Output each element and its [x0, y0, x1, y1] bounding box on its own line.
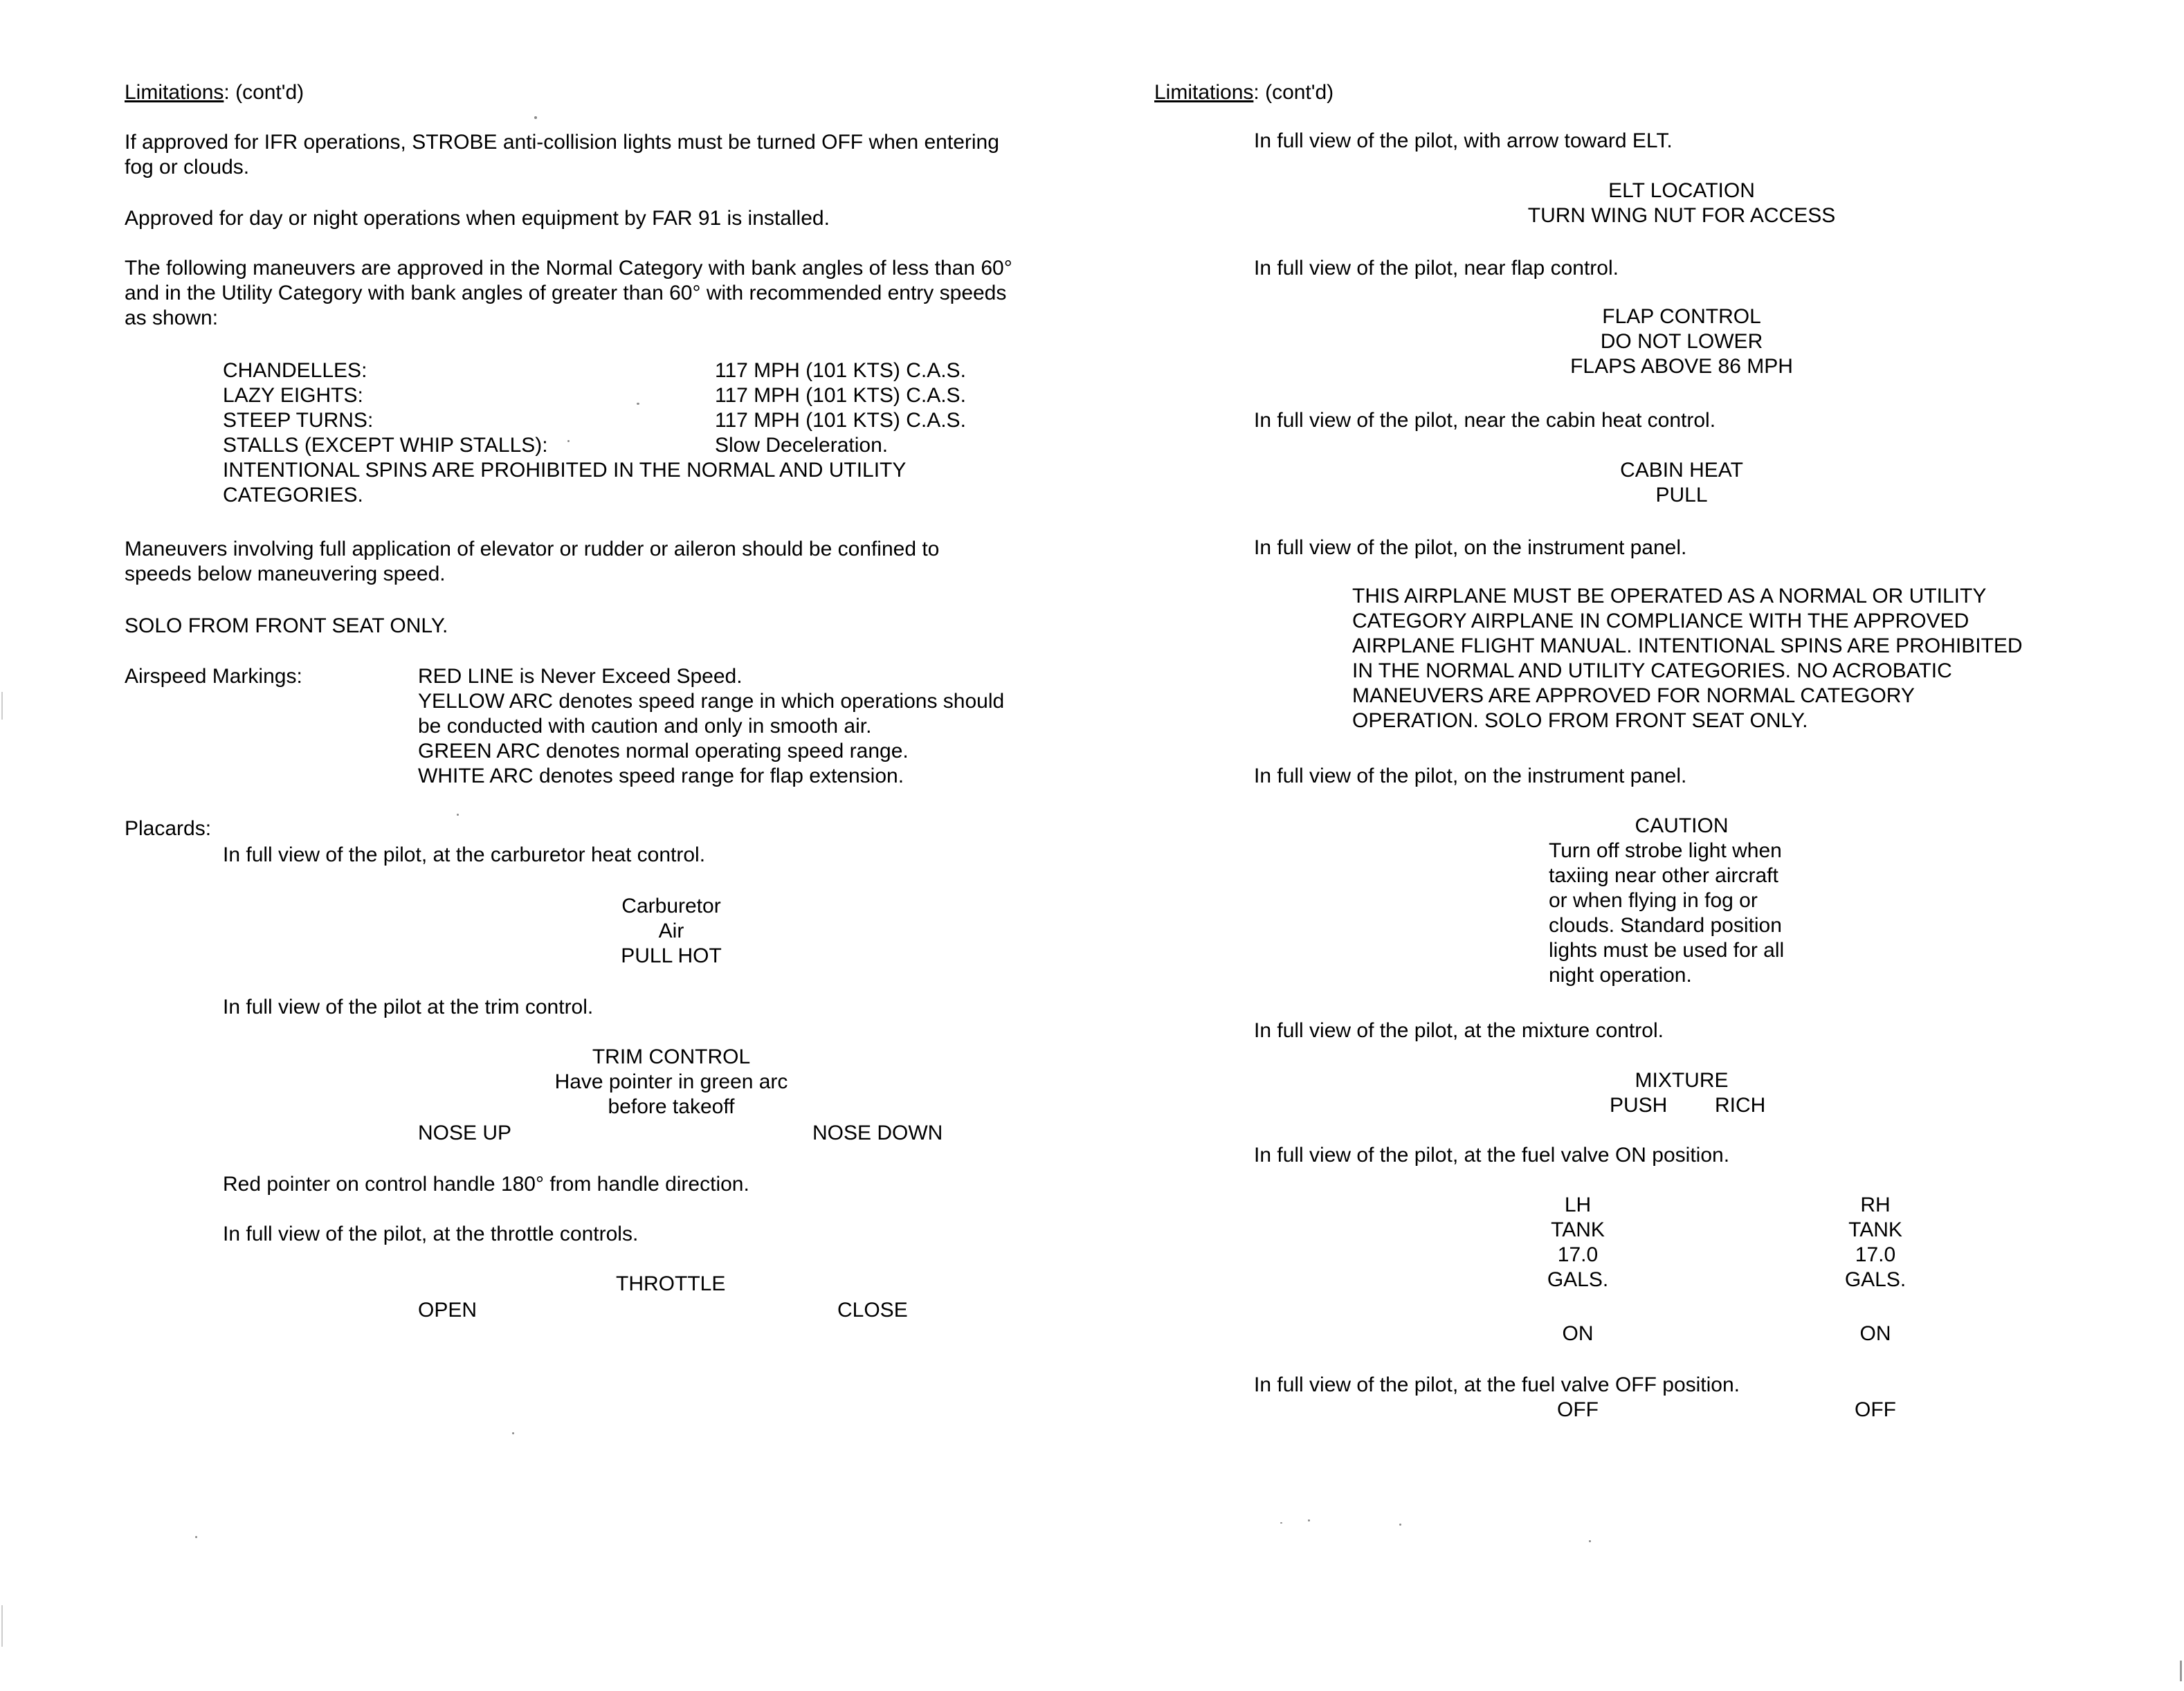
full-app-line: speeds below maneuvering speed. [125, 563, 446, 585]
cabin-heat-placard [1543, 458, 1820, 508]
airspeed-label: Airspeed Markings: [125, 665, 302, 688]
caution-title: CAUTION [1635, 814, 1729, 837]
carburetor-placard-line: Air [658, 920, 684, 942]
scan-speck [534, 116, 537, 119]
trim-location: In full view of the pilot at the trim control. [223, 996, 594, 1018]
elt-placard-line: TURN WING NUT FOR ACCESS [1527, 204, 1836, 227]
full-application-paragraph [125, 537, 939, 587]
scan-speck [1399, 1524, 1401, 1526]
trim-placard-line: Have pointer in green arc [554, 1070, 788, 1093]
throttle-close: CLOSE [837, 1299, 908, 1322]
placards-label: Placards: [125, 817, 212, 840]
lh-tank-line: GALS. [1547, 1268, 1609, 1291]
panel-location-1: In full view of the pilot, on the instrument panel. [1254, 536, 1687, 559]
panel-placard-line: AIRPLANE FLIGHT MANUAL. INTENTIONAL SPINS ARE PROHIBITED [1352, 634, 2023, 657]
maneuver-row [223, 408, 1019, 433]
trim-nose-down: NOSE DOWN [812, 1122, 943, 1144]
airspeed-line: be conducted with caution and only in smooth air. [418, 715, 872, 738]
cabin-heat-placard-line: CABIN HEAT [1620, 459, 1743, 482]
mixture-rich: RICH [1715, 1094, 1766, 1117]
lh-on: ON [1562, 1322, 1594, 1345]
right-header [1154, 80, 1334, 105]
cabin-heat-location: In full view of the pilot, near the cabin heat control. [1254, 409, 1716, 432]
airspeed-line: YELLOW ARC denotes speed range in which operations should [418, 690, 1005, 713]
lh-tank-placard [1509, 1193, 1647, 1292]
scan-speck [567, 440, 570, 442]
maneuver-speed: Slow Deceleration. [715, 434, 889, 457]
rh-tank-line: RH [1860, 1194, 1891, 1216]
maneuvers-intro [125, 256, 1012, 331]
trim-placard [498, 1045, 844, 1119]
intro-line: as shown: [125, 307, 219, 329]
mixture-push: PUSH [1610, 1094, 1668, 1117]
trim-placard-line: before takeoff [608, 1095, 735, 1118]
maneuver-row [223, 433, 1019, 458]
left-header-suffix: : (cont'd) [224, 81, 304, 104]
elt-placard [1405, 179, 1958, 228]
trim-placard-line: TRIM CONTROL [592, 1045, 751, 1068]
scan-speck [457, 814, 459, 816]
operating-limitations-placard [1352, 584, 2023, 733]
carburetor-placard [574, 894, 768, 969]
ifr-line: fog or clouds. [125, 156, 250, 179]
caution-placard [1549, 839, 1784, 988]
lh-tank-line: TANK [1551, 1218, 1605, 1241]
scan-edge-mark [1, 1605, 3, 1647]
scan-speck [1280, 1522, 1282, 1524]
lh-off: OFF [1557, 1398, 1599, 1421]
solo-front-seat: SOLO FROM FRONT SEAT ONLY. [125, 614, 448, 637]
right-header-title: Limitations [1154, 81, 1254, 104]
full-app-line: Maneuvers involving full application of elevator or rudder or aileron should be confined to [125, 538, 940, 560]
trim-nose-up: NOSE UP [418, 1122, 512, 1144]
left-header [125, 80, 304, 105]
flap-placard-line: DO NOT LOWER [1600, 330, 1763, 353]
left-header-title: Limitations [125, 81, 224, 104]
rh-tank-line: GALS. [1844, 1268, 1907, 1291]
maneuvers-table [223, 358, 1019, 508]
airspeed-line: WHITE ARC denotes speed range for flap extension. [418, 765, 904, 787]
mixture-location: In full view of the pilot, at the mixture control. [1254, 1019, 1664, 1042]
ifr-paragraph [125, 130, 999, 180]
rh-tank-line: 17.0 [1855, 1243, 1896, 1266]
ifr-line: If approved for IFR operations, STROBE anti-collision lights must be turned OFF when entering [125, 131, 999, 154]
caution-line: night operation. [1549, 964, 1692, 987]
right-header-suffix: : (cont'd) [1253, 81, 1334, 104]
spins-note-line: INTENTIONAL SPINS ARE PROHIBITED IN THE NORMAL AND UTILITY [223, 459, 907, 482]
maneuver-speed: 117 MPH (101 KTS) C.A.S. [715, 384, 966, 407]
intro-line: and in the Utility Category with bank angles of greater than 60° with recommended entry speeds [125, 282, 1007, 304]
caution-line: Turn off strobe light when [1549, 839, 1782, 862]
spins-note-line: CATEGORIES. [223, 484, 363, 506]
panel-placard-line: MANEUVERS ARE APPROVED FOR NORMAL CATEGORY [1352, 684, 1915, 707]
red-pointer-note: Red pointer on control handle 180° from handle direction. [223, 1173, 749, 1196]
airspeed-line: RED LINE is Never Exceed Speed. [418, 665, 743, 688]
throttle-location: In full view of the pilot, at the throttle controls. [223, 1223, 639, 1245]
flap-placard-line: FLAPS ABOVE 86 MPH [1570, 355, 1793, 378]
rh-tank-line: TANK [1848, 1218, 1902, 1241]
caution-line: or when flying in fog or [1549, 889, 1758, 912]
rh-tank-placard [1806, 1193, 1945, 1292]
maneuver-name: STALLS (EXCEPT WHIP STALLS): [223, 434, 548, 457]
panel-location-2: In full view of the pilot, on the instrument panel. [1254, 765, 1687, 787]
elt-location: In full view of the pilot, with arrow toward ELT. [1254, 129, 1673, 152]
airspeed-line: GREEN ARC denotes normal operating speed range. [418, 740, 909, 762]
lh-tank-line: LH [1564, 1194, 1592, 1216]
flap-placard [1474, 304, 1889, 379]
carburetor-placard-line: PULL HOT [621, 944, 722, 967]
caution-line: lights must be used for all [1549, 939, 1785, 962]
carburetor-location: In full view of the pilot, at the carburetor heat control. [223, 843, 706, 866]
maneuver-speed: 117 MPH (101 KTS) C.A.S. [715, 409, 966, 432]
flap-location: In full view of the pilot, near flap control. [1254, 257, 1619, 280]
scan-speck [1589, 1540, 1591, 1542]
intro-line: The following maneuvers are approved in the Normal Category with bank angles of less than 60° [125, 257, 1012, 280]
flap-placard-line: FLAP CONTROL [1602, 305, 1761, 328]
airspeed-markings [418, 664, 1004, 789]
cabin-heat-placard-line: PULL [1655, 484, 1708, 506]
throttle-title: THROTTLE [616, 1272, 726, 1295]
maneuver-name: LAZY EIGHTS: [223, 384, 363, 407]
caution-line: clouds. Standard position [1549, 914, 1782, 937]
rh-on: ON [1859, 1322, 1891, 1345]
scan-edge-mark [2180, 1661, 2182, 1681]
panel-placard-line: THIS AIRPLANE MUST BE OPERATED AS A NORMAL OR UTILITY [1352, 585, 1987, 607]
scan-speck [512, 1432, 514, 1434]
throttle-open: OPEN [418, 1299, 477, 1322]
day-night-paragraph: Approved for day or night operations when equipment by FAR 91 is installed. [125, 207, 830, 230]
panel-placard-line: IN THE NORMAL AND UTILITY CATEGORIES. NO ACROBATIC [1352, 659, 1952, 682]
maneuver-name: STEEP TURNS: [223, 409, 374, 432]
fuel-on-location: In full view of the pilot, at the fuel valve ON position. [1254, 1144, 1730, 1167]
scan-speck [1308, 1519, 1310, 1521]
maneuver-name: CHANDELLES: [223, 359, 367, 382]
panel-placard-line: CATEGORY AIRPLANE IN COMPLIANCE WITH THE APPROVED [1352, 610, 1969, 632]
mixture-title: MIXTURE [1635, 1069, 1729, 1092]
maneuver-row [223, 383, 1019, 408]
maneuver-speed: 117 MPH (101 KTS) C.A.S. [715, 359, 966, 382]
maneuver-row [223, 358, 1019, 383]
scan-speck [195, 1536, 197, 1538]
rh-off: OFF [1855, 1398, 1896, 1421]
panel-placard-line: OPERATION. SOLO FROM FRONT SEAT ONLY. [1352, 709, 1808, 732]
elt-placard-line: ELT LOCATION [1608, 179, 1755, 202]
caution-line: taxiing near other aircraft [1549, 864, 1778, 887]
carburetor-placard-line: Carburetor [621, 895, 721, 917]
scan-speck [637, 403, 639, 405]
lh-tank-line: 17.0 [1557, 1243, 1599, 1266]
fuel-off-location: In full view of the pilot, at the fuel valve OFF position. [1254, 1373, 1740, 1396]
scan-edge-mark [1, 692, 3, 720]
